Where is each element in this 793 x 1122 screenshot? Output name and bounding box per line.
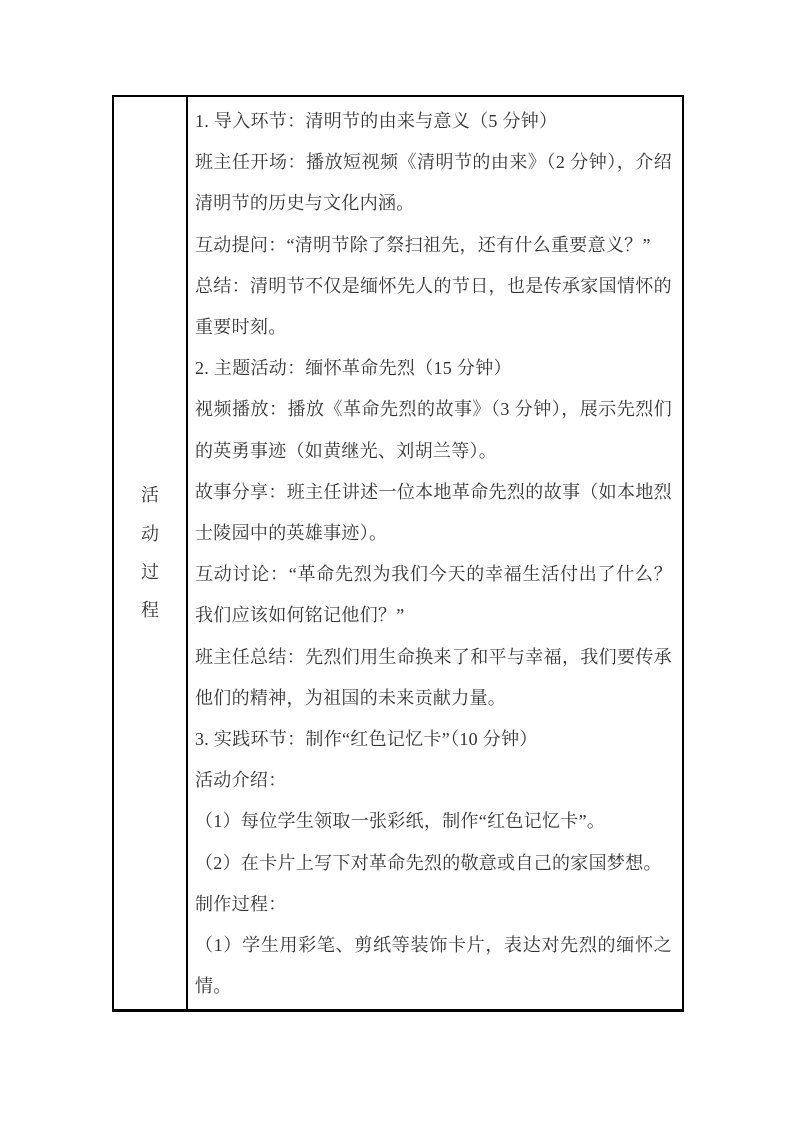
activity-paragraph: 互动讨论：“革命先烈为我们今天的幸福生活付出了什么？我们应该如何铭记他们？” [195,564,672,626]
activity-paragraph: （1）每位学生领取一张彩纸，制作“红色记忆卡”。 [195,811,606,832]
activity-paragraph: 2. 主题活动：缅怀革命先烈（15 分钟） [195,358,512,379]
activity-plan-table [112,95,684,1012]
activity-paragraph: 班主任总结：先烈们用生命换来了和平与幸福，我们要传承他们的精神，为祖国的未来贡献力量。 [195,646,672,708]
activity-paragraph: 总结：清明节不仅是缅怀先人的节日，也是传承家国情怀的重要时刻。 [195,275,672,338]
activity-paragraph: 班主任开场：播放短视频《清明节的由来》（2 分钟），介绍清明节的历史与文化内涵。 [195,152,672,214]
activity-paragraph: 1. 导入环节：清明节的由来与意义（5 分钟） [195,111,558,131]
activity-paragraph: 视频播放：播放《革命先烈的故事》（3 分钟），展示先烈们的英勇事迹（如黄继光、刘胡兰等）。 [195,399,672,461]
activity-paragraph: 制作过程： [195,893,287,914]
activity-paragraph: 故事分享：班主任讲述一位本地革命先烈的故事（如本地烈士陵园中的英雄事迹）。 [195,481,672,544]
activity-paragraph: （2）在卡片上写下对革命先烈的敬意或自己的家国梦想。 [195,852,662,873]
activity-process-cell [188,97,682,1009]
activity-paragraph: 3. 实践环节：制作“红色记忆卡”（10 分钟） [195,729,538,750]
row-header-label: 活动过程 [141,485,159,621]
activity-paragraph: 互动提问：“清明节除了祭扫祖先，还有什么重要意义？” [195,234,651,255]
activity-paragraph: （1）学生用彩笔、剪纸等装饰卡片，表达对先烈的缅怀之情。 [195,935,672,997]
row-header-cell [114,97,188,1009]
activity-paragraph: 活动介绍： [195,770,287,791]
